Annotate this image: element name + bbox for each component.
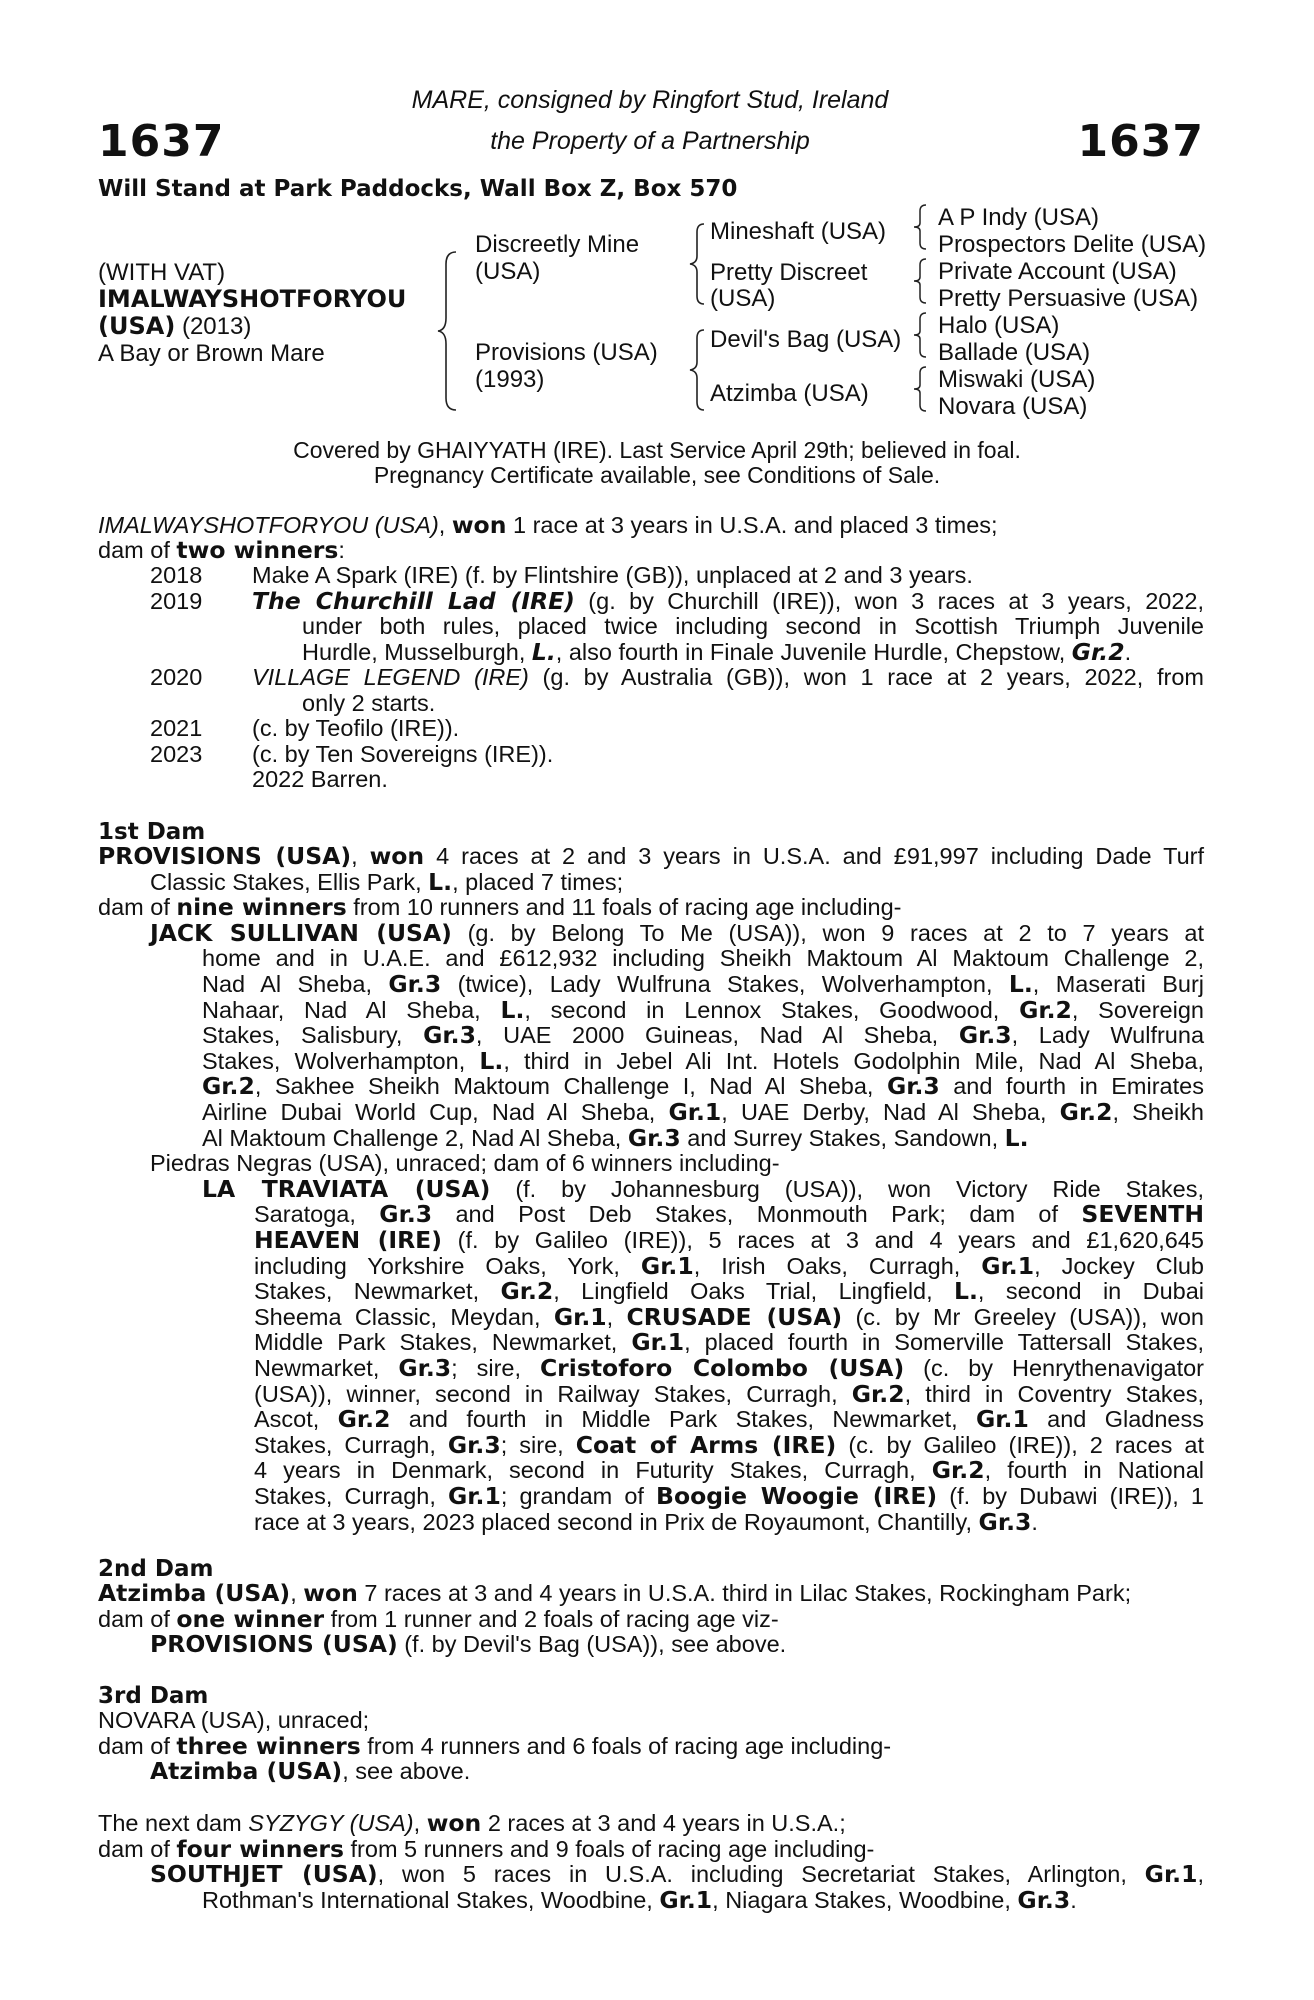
dam3-line: Atzimba (USA), see above. (150, 1757, 471, 1786)
dam1-line: Sheema Classic, Meydan, Gr.1, CRUSADE (USA) (c. by Mr Greeley (USA)), won (254, 1302, 1204, 1331)
dam1-line: Saratoga, Gr.3 and Post Deb Stakes, Monmouth Park; dam of SEVENTH (254, 1200, 1205, 1229)
gg-8: Novara (USA) (938, 393, 1088, 420)
produce-year: 2020 (150, 664, 203, 690)
pedigree-brace-main (436, 250, 460, 412)
horse-name: IMALWAYSHOTFORYOU (98, 285, 407, 313)
dam1-line: Al Maktoum Challenge 2, Nad Al Sheba, Gr.3 and Surrey Stakes, Sandown, L. (202, 1123, 1029, 1152)
horse-country-year: (USA) (2013) (98, 312, 252, 340)
produce-year: 2019 (150, 587, 203, 614)
nextdam-line: dam of four winners from 5 runners and 9 foals of racing age including- (98, 1834, 875, 1863)
intro-line-2: dam of two winners: (98, 536, 345, 564)
sire-dam-line-2: (USA) (710, 285, 776, 312)
covered-line-2: Pregnancy Certificate available, see Conditions of Sale. (373, 462, 941, 488)
pedigree-brace-sire (688, 222, 706, 306)
gg-4: Pretty Persuasive (USA) (938, 285, 1199, 312)
sire-line-2: (USA) (475, 258, 541, 285)
dam1-line: Stakes, Salisbury, Gr.3, UAE 2000 Guineas, Nad Al Sheba, Gr.3, Lady Wulfruna (202, 1021, 1205, 1050)
produce-text: (c. by Teofilo (IRE)). (252, 715, 460, 741)
first-dam-heading: 1st Dam (98, 819, 206, 845)
nextdam-line: Rothman's International Stakes, Woodbine, Gr.1, Niagara Stakes, Woodbine, Gr.3. (202, 1885, 1077, 1914)
dam1-line: Stakes, Curragh, Gr.3; sire, Coat of Arms (IRE) (c. by Galileo (IRE)), 2 races at (254, 1430, 1204, 1459)
dam1-line: Nad Al Sheba, Gr.3 (twice), Lady Wulfruna Stakes, Wolverhampton, L., Maserati Burj (202, 970, 1204, 998)
produce-year: 2023 (150, 740, 203, 767)
dam1-line: PROVISIONS (USA), won 4 races at 2 and 3 years in U.S.A. and £91,997 including Dade Turf (98, 842, 1204, 870)
produce-text: 2022 Barren. (252, 766, 388, 792)
produce-text: under both rules, placed twice including second in Scottish Triumph Juvenile (302, 613, 1204, 639)
dam1-line: Classic Stakes, Ellis Park, L., placed 7 times; (150, 867, 624, 896)
covered-line-1: Covered by GHAIYYATH (IRE). Last Service April 29th; believed in foal. (293, 437, 1021, 463)
pedigree-brace-dam (688, 328, 706, 412)
gg-5: Halo (USA) (938, 312, 1060, 339)
dam1-line: LA TRAVIATA (USA) (f. by Johannesburg (USA)), won Victory Ride Stakes, (202, 1174, 1205, 1203)
produce-text: only 2 starts. (302, 689, 436, 716)
pedigree-brace-gg-4 (912, 365, 928, 413)
dam1-line: Middle Park Stakes, Newmarket, Gr.1, placed fourth in Somerville Tattersall Stakes, (254, 1328, 1204, 1357)
sire-dam-line-1: Pretty Discreet (710, 259, 868, 286)
dam3-line: NOVARA (USA), unraced; (98, 1707, 370, 1733)
dam2-line: dam of one winner from 1 runner and 2 foals of racing age viz- (98, 1604, 779, 1633)
dam1-line: Stakes, Wolverhampton, L., third in Jebel Ali Int. Hotels Godolphin Mile, Nad Al Sheba, (202, 1046, 1204, 1075)
dam1-line: HEAVEN (IRE) (f. by Galileo (IRE)), 5 races at 3 and 4 years and £1,620,645 (254, 1226, 1205, 1254)
dam1-line: 4 years in Denmark, second in Futurity Stakes, Curragh, Gr.2, fourth in National (254, 1456, 1204, 1485)
dam-line-2: (1993) (475, 366, 545, 393)
dam1-line: Stakes, Curragh, Gr.1; grandam of Boogie Woogie (IRE) (f. by Dubawi (IRE)), 1 (254, 1482, 1204, 1510)
gg-3: Private Account (USA) (938, 258, 1177, 285)
produce-text: The Churchill Lad (IRE) (g. by Churchill (IRE)), won 3 races at 3 years, 2022, (252, 586, 1205, 615)
lot-number-left: 1637 (98, 116, 225, 167)
produce-year: 2018 (150, 562, 203, 588)
produce-text: (c. by Ten Sovereigns (IRE)). (252, 740, 554, 767)
dam1-line: Airline Dubai World Cup, Nad Al Sheba, Gr.1, UAE Derby, Nad Al Sheba, Gr.2, Sheikh (202, 1098, 1204, 1126)
vat-note: (WITH VAT) (98, 259, 226, 286)
stand-location: Will Stand at Park Paddocks, Wall Box Z, Box 570 (98, 176, 738, 202)
dam1-line: Gr.2, Sakhee Sheikh Maktoum Challenge I, Nad Al Sheba, Gr.3 and fourth in Emirates (202, 1072, 1204, 1101)
nextdam-line: The next dam SYZYGY (USA), won 2 races at 3 and 4 years in U.S.A.; (98, 1809, 846, 1837)
gg-6: Ballade (USA) (938, 339, 1091, 366)
produce-text: VILLAGE LEGEND (IRE) (g. by Australia (GB)), won 1 race at 2 years, 2022, from (252, 664, 1204, 690)
dam3-line: dam of three winners from 4 runners and 6 foals of racing age including- (98, 1731, 892, 1760)
dam2-line: Atzimba (USA), won 7 races at 3 and 4 years in U.S.A. third in Lilac Stakes, Rockingham Park; (98, 1579, 1132, 1607)
lot-number-right: 1637 (1077, 116, 1204, 167)
dam-sire: Devil's Bag (USA) (710, 326, 902, 353)
horse-description: A Bay or Brown Mare (98, 340, 325, 367)
dam-line-1: Provisions (USA) (475, 339, 658, 366)
third-dam-heading: 3rd Dam (98, 1683, 209, 1709)
dam-dam: Atzimba (USA) (710, 380, 869, 407)
consignment-line-2: the Property of a Partnership (490, 127, 810, 155)
dam1-line: JACK SULLIVAN (USA) (g. by Belong To Me (USA)), won 9 races at 2 to 7 years at (150, 918, 1204, 947)
dam2-line: PROVISIONS (USA) (f. by Devil's Bag (USA)), see above. (150, 1630, 787, 1659)
sire-line-1: Discreetly Mine (475, 231, 640, 258)
dam1-line: dam of nine winners from 10 runners and 11 foals of racing age including- (98, 893, 902, 922)
dam1-line: home and in U.A.E. and £612,932 including Sheikh Maktoum Al Maktoum Challenge 2, (202, 945, 1204, 972)
dam1-line: Piedras Negras (USA), unraced; dam of 6 winners including- (150, 1150, 780, 1177)
dam1-line: including Yorkshire Oaks, York, Gr.1, Irish Oaks, Curragh, Gr.1, Jockey Club (254, 1251, 1205, 1280)
gg-1: A P Indy (USA) (938, 204, 1099, 231)
sire-sire: Mineshaft (USA) (710, 218, 887, 245)
second-dam-heading: 2nd Dam (98, 1556, 214, 1582)
produce-text: Hurdle, Musselburgh, L., also fourth in Finale Juvenile Hurdle, Chepstow, Gr.2. (302, 637, 1132, 666)
dam1-line: Newmarket, Gr.3; sire, Cristoforo Colombo (USA) (c. by Henrythenavigator (254, 1354, 1204, 1382)
dam1-line: Nahaar, Nad Al Sheba, L., second in Lennox Stakes, Goodwood, Gr.2, Sovereign (202, 995, 1204, 1024)
gg-7: Miswaki (USA) (938, 366, 1096, 393)
pedigree-brace-gg-1 (912, 203, 928, 251)
dam1-line: race at 3 years, 2023 placed second in Prix de Royaumont, Chantilly, Gr.3. (254, 1507, 1038, 1536)
dam1-line: Ascot, Gr.2 and fourth in Middle Park Stakes, Newmarket, Gr.1 and Gladness (254, 1405, 1204, 1434)
intro-line-1: IMALWAYSHOTFORYOU (USA), won 1 race at 3 years in U.S.A. and placed 3 times; (98, 511, 998, 539)
produce-year: 2021 (150, 715, 203, 741)
dam1-line: Stakes, Newmarket, Gr.2, Lingfield Oaks Trial, Lingfield, L., second in Dubai (254, 1277, 1205, 1306)
consignment-line-1: MARE, consigned by Ringfort Stud, Ireland (411, 86, 889, 114)
dam1-line: (USA)), winner, second in Railway Stakes, Curragh, Gr.2, third in Coventry Stakes, (254, 1379, 1204, 1408)
gg-2: Prospectors Delite (USA) (938, 231, 1207, 258)
pedigree-brace-gg-3 (912, 311, 928, 359)
produce-text: Make A Spark (IRE) (f. by Flintshire (GB)), unplaced at 2 and 3 years. (252, 562, 973, 588)
nextdam-line: SOUTHJET (USA), won 5 races in U.S.A. including Secretariat Stakes, Arlington, Gr.1, (150, 1860, 1204, 1889)
pedigree-brace-gg-2 (912, 257, 928, 305)
